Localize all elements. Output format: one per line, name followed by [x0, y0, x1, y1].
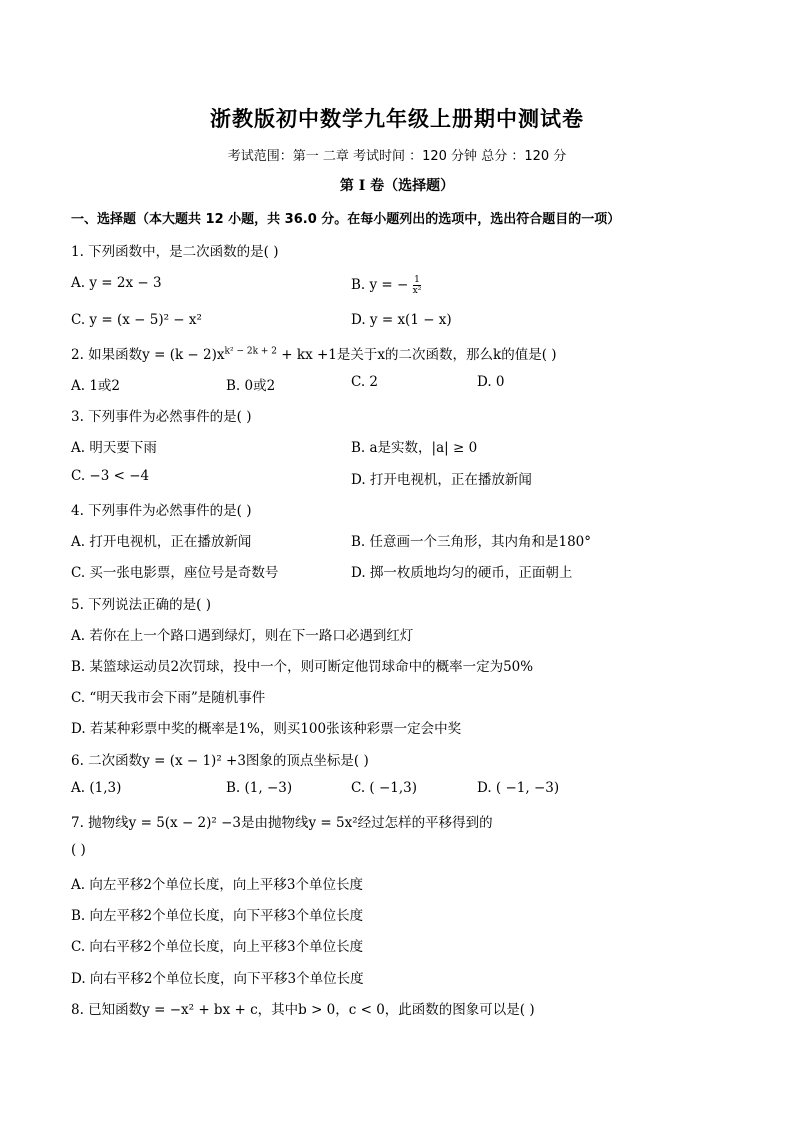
question-5-option-a: A. 若你在上一个路口遇到绿灯，则在下一路口必遇到红灯 — [71, 628, 414, 644]
question-5-option-d: D. 若某种彩票中奖的概率是1%，则买100张该种彩票一定会中奖 — [71, 721, 462, 737]
question-4-option-b: B. 任意画一个三角形，其内角和是180° — [351, 534, 592, 550]
question-7-option-d: D. 向右平移2个单位长度，向下平移3个单位长度 — [71, 971, 364, 987]
stem-part-1: 2. 如果函数y = (k − 2)x — [71, 347, 225, 363]
question-6-option-d: D. ( −1, −3) — [477, 780, 560, 796]
question-1-stem: 1. 下列函数中，是二次函数的是( ) — [71, 244, 279, 260]
part-heading: 第 I 卷（选择题） — [339, 178, 455, 194]
question-4-stem: 4. 下列事件为必然事件的是( ) — [71, 503, 252, 519]
question-6-option-b: B. (1, −3) — [226, 780, 293, 796]
question-7-answer-paren: ( ) — [71, 842, 86, 858]
question-2-option-d: D. 0 — [477, 374, 505, 390]
question-7-option-a: A. 向左平移2个单位长度，向上平移3个单位长度 — [71, 877, 364, 893]
question-6-option-a: A. (1,3) — [71, 780, 122, 796]
question-7-option-b: B. 向左平移2个单位长度，向下平移3个单位长度 — [71, 908, 364, 924]
question-2-option-c: C. 2 — [351, 374, 379, 390]
question-4-option-a: A. 打开电视机，正在播放新闻 — [71, 534, 252, 550]
question-3-option-d: D. 打开电视机，正在播放新闻 — [351, 472, 532, 488]
option-b-prefix: B. y = − — [351, 277, 409, 293]
question-3-option-a: A. 明天要下雨 — [71, 440, 157, 456]
exam-meta: 考试范围：第一 二章 考试时间 ：120 分钟 总分 ：120 分 — [227, 149, 567, 164]
question-6-option-c: C. ( −1,3) — [351, 780, 418, 796]
question-1-option-c: C. y = (x − 5)² − x² — [71, 312, 202, 328]
question-2-option-b: B. 0或2 — [226, 378, 276, 394]
question-5-stem: 5. 下列说法正确的是( ) — [71, 597, 211, 613]
stem-part-2: + kx +1是关于x的二次函数，那么k的值是( ) — [277, 347, 557, 363]
question-4-option-c: C. 买一张电影票，座位号是奇数号 — [71, 565, 279, 581]
section-heading: 一、选择题（本大题共 12 小题，共 36.0 分。在每小题列出的选项中，选出符合题目的一项） — [71, 212, 621, 227]
question-5-option-b: B. 某篮球运动员2次罚球，投中一个，则可断定他罚球命中的概率一定为50% — [71, 659, 534, 675]
question-5-option-c: C. “明天我市会下雨”是随机事件 — [71, 690, 266, 706]
question-3-stem: 3. 下列事件为必然事件的是( ) — [71, 409, 252, 425]
question-1-option-d: D. y = x(1 − x) — [351, 312, 452, 328]
question-7-option-c: C. 向右平移2个单位长度，向上平移3个单位长度 — [71, 939, 364, 955]
question-3-option-b: B. a是实数，|a| ≥ 0 — [351, 440, 478, 456]
fraction-numerator: 1 — [414, 275, 420, 285]
question-3-option-c: C. −3 < −4 — [71, 468, 150, 484]
question-2-option-a: A. 1或2 — [71, 378, 121, 394]
question-1-option-a: A. y = 2x − 3 — [71, 275, 162, 291]
fraction — [413, 275, 422, 296]
question-1-option-b — [351, 275, 421, 296]
question-8-stem: 8. 已知函数y = −x² + bx + c，其中b > 0，c < 0，此函数的图象可以是( ) — [71, 1002, 535, 1018]
exponent: k² − 2k + 2 — [224, 346, 278, 357]
exam-title: 浙教版初中数学九年级上册期中测试卷 — [210, 106, 584, 131]
question-7-stem: 7. 抛物线y = 5(x − 2)² −3是由抛物线y = 5x²经过怎样的平移得到的 — [71, 815, 493, 831]
question-6-stem: 6. 二次函数y = (x − 1)² +3图象的顶点坐标是( ) — [71, 753, 369, 769]
question-4-option-d: D. 掷一枚质地均匀的硬币，正面朝上 — [351, 565, 573, 581]
fraction-denominator: x² — [412, 286, 422, 296]
question-2-stem — [71, 343, 557, 363]
